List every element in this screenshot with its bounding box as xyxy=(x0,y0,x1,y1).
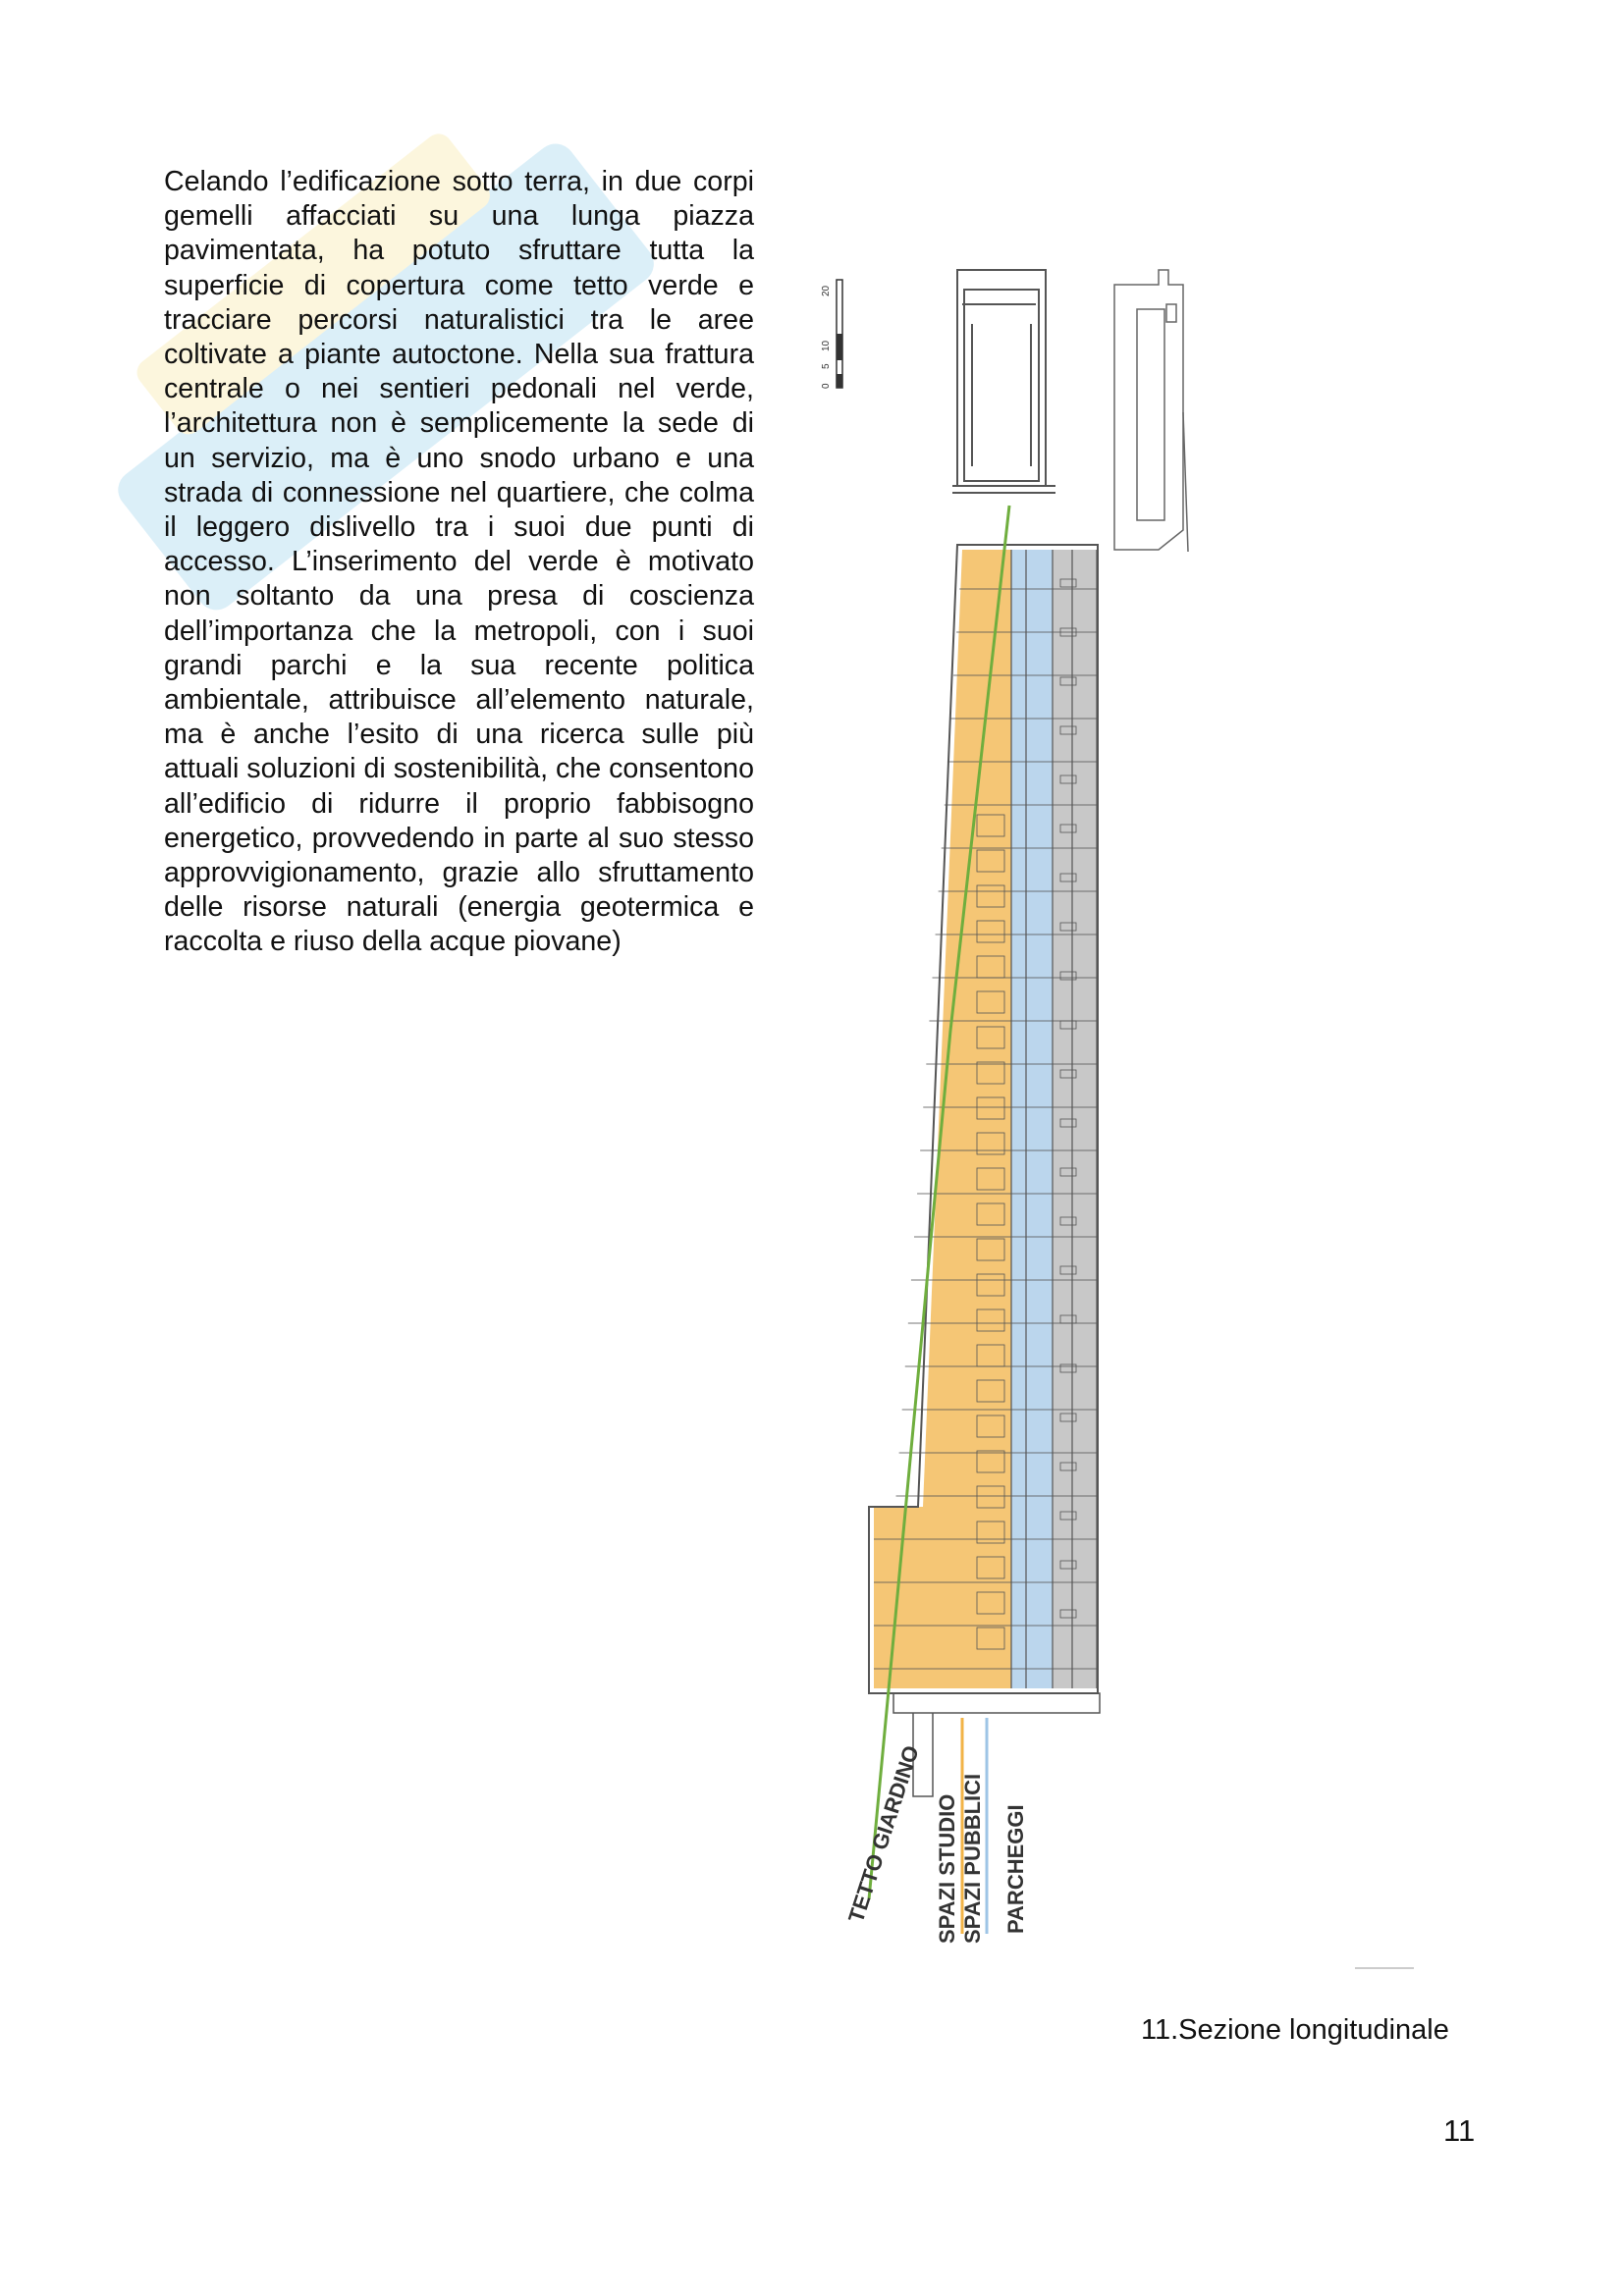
side-elevation-outline xyxy=(1114,270,1188,552)
longitudinal-section-drawing xyxy=(815,265,1434,2002)
upper-building-section xyxy=(952,270,1055,493)
base-footing xyxy=(893,1693,1100,1713)
scale-label-0: 0 xyxy=(821,383,832,389)
scale-label-20: 20 xyxy=(821,285,832,296)
scale-label-5: 5 xyxy=(821,363,832,369)
legend-spazi-pubblici: SPAZI PUBBLICI xyxy=(960,1773,985,1944)
body-paragraph: Celando l’edificazione sotto terra, in due corpi gemelli affacciati su una lunga piazza pavimentata, ha potuto sfruttare tutta la superficie di copertura come tetto verde e tracciare percorsi naturalistici tra le aree coltivate a piante autoctone. Nella sua frattura centrale o nei sentieri pedonali nel verde, l’architettura non è semplicemente la sede di un servizio, ma è uno snodo urbano e una strada di connessione nel quartiere, che colma il leggero dislivello tra i suoi due punti di accesso. L’inserimento del verde è motivato non soltanto da una presa di coscienza dell’importanza che la metropoli, con i suoi grandi parchi e la sua recente politica ambientale, attribuisce all’elemento naturale, ma è anche l’esito di una ricerca sulle più attuali soluzioni di sostenibilità, che consentono all’edificio di ridurre il proprio fabbisogno energetico, provvedendo in parte al suo stesso approvvigionamento, grazie allo sfruttamento delle risorse naturali (energia geotermica e raccolta e riuso della acque piovane) xyxy=(164,166,754,958)
public-band xyxy=(1011,550,1053,1688)
legend-parcheggi: PARCHEGGI xyxy=(1003,1804,1028,1934)
scale-label-10: 10 xyxy=(821,340,832,351)
legend-spazi-studio: SPAZI STUDIO xyxy=(935,1793,959,1944)
scale-bar xyxy=(821,280,842,389)
figure-caption: 11.Sezione longitudinale xyxy=(1141,2014,1449,2046)
page-number: 11 xyxy=(1443,2113,1476,2148)
legend-tetto-giardino: TETTO GIARDINO xyxy=(842,1742,924,1926)
